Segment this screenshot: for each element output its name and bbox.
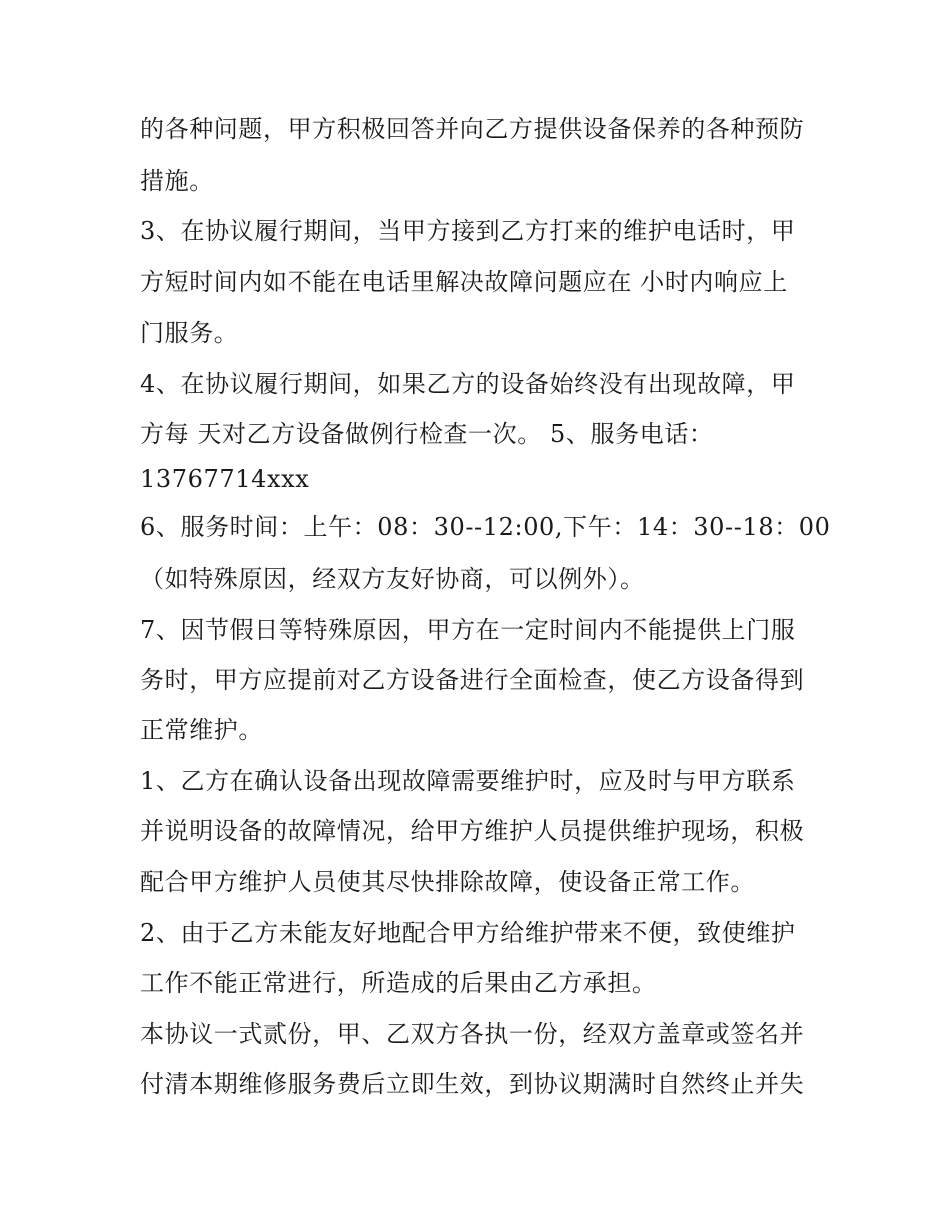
- text-line: 方短时间内如不能在电话里解决故障问题应在 小时内响应上: [140, 268, 788, 296]
- phone-number: 13767714xxx: [140, 465, 310, 493]
- text-line: 3、在协议履行期间，当甲方接到乙方打来的维护电话时，甲: [140, 217, 796, 245]
- text-line: 配合甲方维护人员使其尽快排除故障，使设备正常工作。: [140, 868, 755, 896]
- text-line: 工作不能正常进行，所造成的后果由乙方承担。: [140, 969, 657, 997]
- text-line: 的各种问题，甲方积极回答并向乙方提供设备保养的各种预防: [140, 115, 805, 143]
- text-line: 1、乙方在确认设备出现故障需要维护时，应及时与甲方联系: [140, 767, 796, 795]
- text-line: （如特殊原因，经双方友好协商，可以例外）。: [140, 565, 645, 593]
- text-line: 本协议一式贰份，甲、乙双方各执一份，经双方盖章或签名并: [140, 1020, 805, 1048]
- text-line: 付清本期维修服务费后立即生效，到协议期满时自然终止并失: [140, 1070, 805, 1098]
- text-line: 并说明设备的故障情况，给甲方维护人员提供维护现场，积极: [140, 817, 805, 845]
- text-line: 正常维护。: [140, 716, 263, 744]
- text-line: 措施。: [140, 167, 214, 195]
- text-line: 4、在协议履行期间，如果乙方的设备始终没有出现故障，甲: [140, 370, 796, 398]
- text-line: 7、因节假日等特殊原因，甲方在一定时间内不能提供上门服: [140, 616, 796, 644]
- text-line: 2、由于乙方未能友好地配合甲方给维护带来不便，致使维护: [140, 919, 796, 947]
- text-line: 方每 天对乙方设备做例行检查一次。 5、服务电话：: [140, 420, 714, 448]
- text-line: 务时，甲方应提前对乙方设备进行全面检查，使乙方设备得到: [140, 666, 805, 694]
- text-line: 6、服务时间：上午：08：30--12:00,下午：14：30--18：00: [140, 513, 831, 541]
- text-line: 门服务。: [140, 319, 239, 347]
